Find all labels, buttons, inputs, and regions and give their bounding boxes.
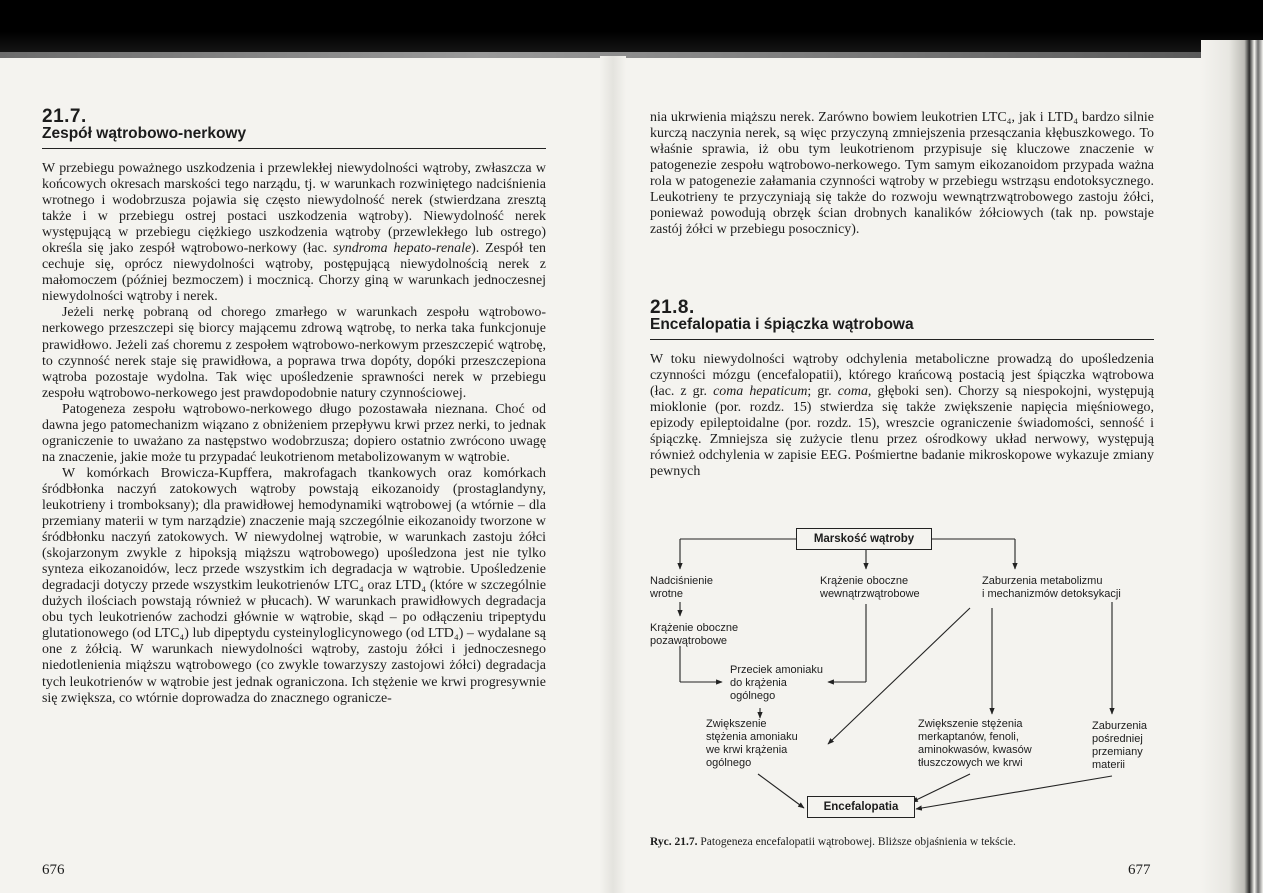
continuation-text [650, 110, 1154, 238]
encephalopathy-box: Encefalopatia [807, 796, 915, 818]
left-page [42, 0, 546, 893]
metabolic-disorders-label: Zaburzenia metabolizmu i mechanizmów detoksykacji [982, 575, 1121, 600]
italic-term: syndroma hepato-renale [333, 241, 472, 257]
cirrhosis-box: Marskość wątroby [796, 528, 932, 550]
page-number: 677 [1128, 862, 1151, 878]
text-run: ). Zespół ten cechuje się, oprócz niewydolności wątroby, postępującą niewydolnością nerek z małomoczem (później bezmoczem) i mocznicą. Chorzy giną w warunkach jednoczesnej niewydolności wątroby i nerek. [42, 241, 546, 305]
paragraph [42, 161, 546, 305]
toxins-increase-label: Zwiększenie stężenia merkaptanów, fenoli, aminokwasów, kwasów tłuszczowych we krwi [918, 718, 1032, 769]
italic-term: coma hepaticum [713, 384, 808, 400]
text-run: ; gr. [807, 384, 838, 400]
caption-text: Patogeneza encefalopatii wątrobowej. Bliższe objaśnienia w tekście. [697, 836, 1016, 848]
caption-label: Ryc. 21.7. [650, 836, 698, 848]
text-run: W komórkach Browicza-Kupffera, makrofagach tkankowych oraz komórkach śródbłonka naczyń zatokowych wątroby powstają eikozanoidy (prostaglandyny, leukotrieny i tromboksany); dla prawidłowej hemodynamiki wątrobowej (a wtórnie – dla przemiany materii w tym narządzie) znaczenie mają szczególnie eikozanoidy tworzone w śródbłonku naczyń zatokowych. W niewydolnej wątrobie, w warunkach zastoju żółci (skojarzonym zwykle z hipoksją miąższu wątrobowego) upośledzona jest nie tylko synteza eikozanoidów, lecz przede wszystkim ich degradacja w wątrobie. Upośledzenie degradacji dotyczy przede wszystkim leukotrienów LTC₄ oraz LTD₄ (które w szczególnie dużych ilościach powstają również w płucach). W warunkach prawidłowych degradacja obu tych leukotrienów zachodzi głównie w wątrobie, skąd – po odłączeniu tripeptydu glutationowego (od LTC₄) lub dipeptydu cysteinyloglicynowego (od LTD₄) – wydalane są one z żółcią. W warunkach niewydolności wątroby, zastoju żółci i jednoczesnego niedotlenienia miąższu wątrobowego (co zwykle towarzyszy zastojowi żółci) degradacja tych leukotrienów w wątrobie jest jednak ograniczona. Ich stężenie we krwi progresywnie się zwiększa, co wtórnie doprowadza do znacznego ogranicze- [42, 465, 546, 706]
continuation-paragraph: nia ukrwienia miąższu nerek. Zarówno bowiem leukotrien LTC₄, jak i LTD₄ bardzo silnie kurczą naczynia nerek, są więc przyczyną zmniejszenia przesączania kłębuszkowego. To właśnie sprawia, iż obu tym leukotrienom przypisuje się kluczowe znaczenie w patogenezie zespołu wątrobowo-nerkowego. Tym samym eikozanoidom przypada ważna rola w patogenezie załamania czynności wątroby w przebiegu wstrząsu endotoksycznego. Leukotrieny te przyczyniają się także do rozwoju wewnątrzwątrobowego zastoju żółci, ponieważ powodują obrzęk ścian drobnych kanalików żółciowych (tak np. powstaje zastój żółci w przebiegu posocznicy). [650, 110, 1154, 238]
italic-term: coma [837, 384, 868, 400]
figure-caption [650, 836, 1154, 848]
intrahepatic-collateral-label: Krążenie oboczne wewnątrzwątrobowe [820, 575, 920, 600]
ammonia-leak-label: Przeciek amoniaku do krążenia ogólnego [730, 664, 823, 702]
portal-hypertension-label: Nadciśnienie wrotne [650, 575, 713, 600]
section-number: 21.7. [42, 106, 87, 127]
paragraph [650, 352, 1154, 480]
page-number: 676 [42, 862, 65, 878]
paragraph [42, 466, 546, 707]
book-gutter [600, 56, 626, 893]
text-run: , głęboki sen). Chorzy są niespokojni, występują mioklonie (por. rozdz. 15) stwierdza się także zwiększenie napięcia mięśniowego, epizody epileptoidalne (por. rozdz. 15), wreszcie ograniczenie świadomości, senność i śpiączkę. Zmniejsza się zużycie tlenu przez ośrodkowy układ nerwowy, występują również odchylenia w zapisie EEG. Pośmiertne badanie mikroskopowe wykazuje zmiany pewnych [650, 384, 1154, 480]
paragraph [42, 305, 546, 401]
right-body-text [650, 352, 1154, 480]
intermediary-metabolism-label: Zaburzenia pośredniej przemiany materii [1092, 720, 1148, 771]
text-run: W toku niewydolności wątroby odchylenia metaboliczne prowadzą do upośledzenia czynności mózgu (encefalopatii), którego krańcową postacią jest śpiączka wątrobowa (łac. z gr. [650, 352, 1154, 400]
scan-right-edge [1201, 40, 1263, 893]
ammonia-increase-label: Zwiększenie stężenia amoniaku we krwi krążenia ogólnego [706, 718, 798, 769]
right-page [650, 0, 1154, 893]
pathogenesis-diagram [650, 522, 1154, 822]
left-body-text [42, 161, 546, 707]
paragraph [42, 402, 546, 466]
section-title: Zespół wątrobowo-nerkowy [42, 125, 546, 149]
text-run: W przebiegu poważnego uszkodzenia i przewlekłej niewydolności wątroby, zwłaszcza w końcowych okresach marskości tego narządu, tj. w warunkach rozwiniętego nadciśnienia wrotnego i wodobrzusza pojawia się często niewydolność nerek (stwierdzana zresztą także i w przebiegu ostrej postaci uszkodzenia wątroby). Niewydolność nerek występującą w przebiegu ciężkiego uszkodzenia wątroby (przewlekłego lub ostrego) określa się jako zespół wątrobowo-nerkowy (łac. [42, 161, 546, 257]
section-number: 21.8. [650, 297, 695, 318]
extrahepatic-collateral-label: Krążenie oboczne pozawątrobowe [650, 622, 739, 647]
text-run: Patogeneza zespołu wątrobowo-nerkowego długo pozostawała nieznana. Choć od dawna jego patomechanizm wiązano z obniżeniem przepływu krwi przez nerki, to jednak ograniczenie to uważano za następstwo wodobrzusza; dopiero ostatnio zwrócono uwagę na znaczenie, jakie może tu przypadać leukotrienom metabolizowanym w wątrobie. [42, 401, 546, 465]
section-title: Encefalopatia i śpiączka wątrobowa [650, 316, 1154, 340]
diagram-connectors [650, 522, 1154, 822]
text-run: Jeżeli nerkę pobraną od chorego zmarłego w warunkach zespołu wątrobowo-nerkowego przeszczepi się biorcy mającemu zdrową wątrobę, to nerka taka funkcjonuje prawidłowo. Jeżeli zaś choremu z zespołem wątrobowo-nerkowym przeszczepić wątrobę, to czynność nerek staje się prawidłowa, a poprawa trwa dopóty, dopóki przeszczepiona wątroba pozostaje wydolna. Tak więc upośledzenie sprawności nerek w przebiegu zespołu wątrobowo-nerkowego jest prawdopodobnie natury czynnościowej. [42, 305, 546, 401]
